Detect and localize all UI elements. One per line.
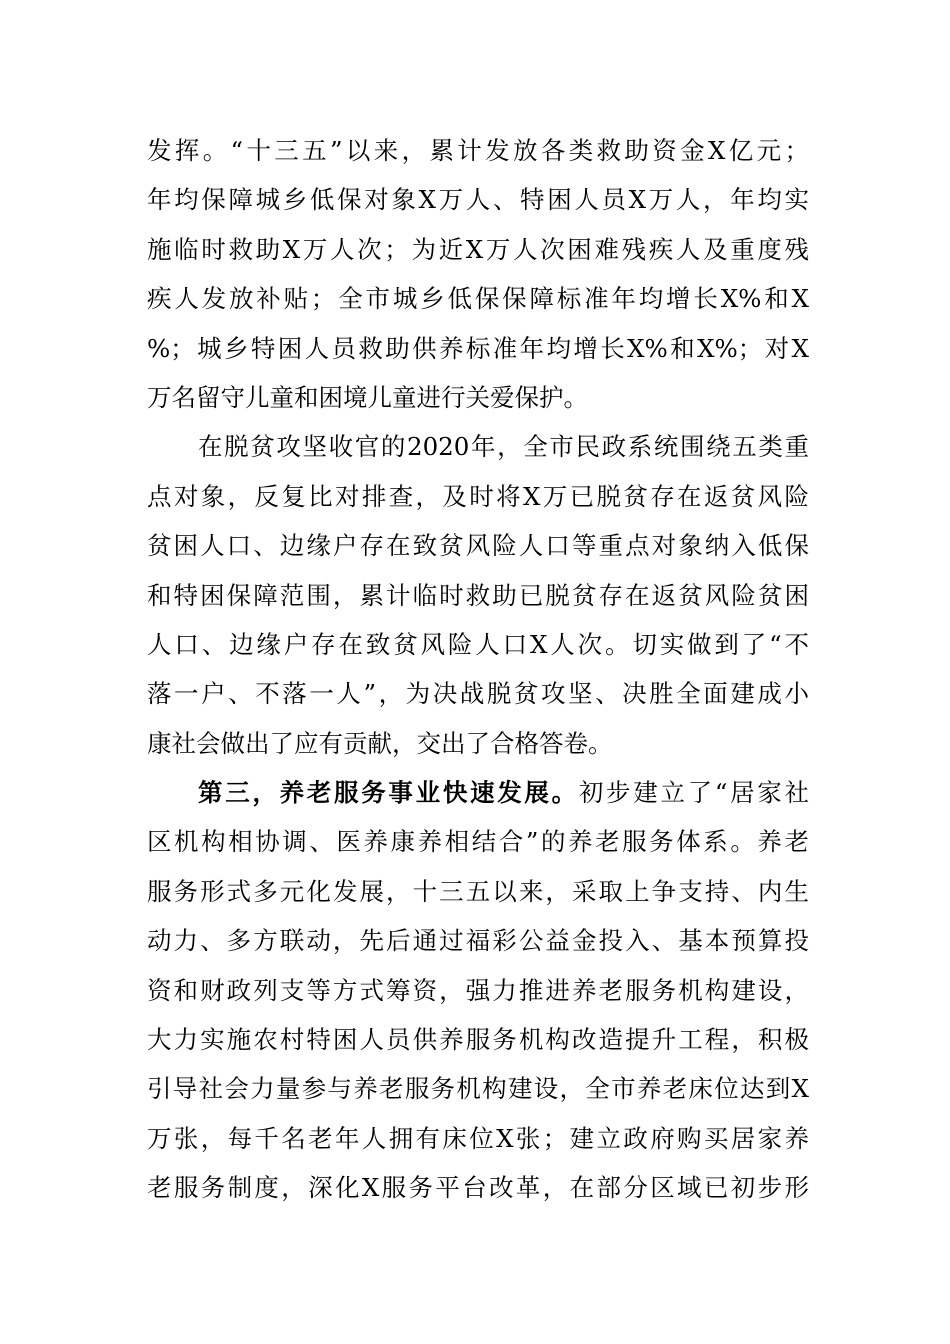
heading-line-text: 初步建立了“居家社	[578, 778, 809, 808]
text-line: 万张，每千名老年人拥有床位X张；建立政府购买居家养	[147, 1123, 809, 1153]
text-line: 服务形式多元化发展，十三五以来，采取上争支持、内生	[147, 876, 809, 906]
text-line: 年均保障城乡低保对象X万人、特困人员X万人，年均实	[147, 185, 809, 215]
text-line: %；城乡特困人员救助供养标准年均增长X%和X%；对X	[147, 333, 809, 363]
paragraph-elderly-care	[147, 768, 809, 1213]
text-line	[147, 768, 809, 817]
text-line: 贫困人口、边缘户存在致贫风险人口等重点对象纳入低保	[147, 531, 809, 561]
text-line: 大力实施农村特困人员供养服务机构改造提升工程，积极	[147, 1025, 809, 1055]
text-line: 和特困保障范围，累计临时救助已脱贫存在返贫风险贫困	[147, 580, 809, 610]
text-line: 人口、边缘户存在致贫风险人口X人次。切实做到了“不	[147, 629, 809, 659]
text-line: 发挥。“十三五”以来，累计发放各类救助资金X亿元；	[147, 136, 809, 165]
text-line: 疾人发放补贴；全市城乡低保保障标准年均增长X%和X	[147, 284, 809, 314]
text-line: 点对象，反复比对排查，及时将X万已脱贫存在返贫风险	[147, 481, 809, 511]
text-line: 引导社会力量参与养老服务机构建设，全市养老床位达到X	[147, 1074, 809, 1104]
paragraph-social-assistance	[147, 126, 809, 422]
text-line: 落一户、不落一人”，为决战脱贫攻坚、决胜全面建成小	[147, 679, 809, 709]
text-line: 区机构相协调、医养康养相结合”的养老服务体系。养老	[147, 827, 809, 857]
text-line: 资和财政列支等方式筹资，强力推进养老服务机构建设，	[147, 975, 809, 1005]
section-heading: 第三，养老服务事业快速发展。	[198, 778, 579, 808]
document-body	[147, 126, 809, 1213]
text-line: 老服务制度，深化X服务平台改革，在部分区域已初步形	[147, 1173, 809, 1203]
text-line: 在脱贫攻坚收官的2020年，全市民政系统围绕五类重	[198, 432, 809, 462]
text-line: 施临时救助X万人次；为近X万人次困难残疾人及重度残	[147, 234, 809, 264]
text-line: 万名留守儿童和困境儿童进行关爱保护。	[147, 382, 588, 412]
text-line: 康社会做出了应有贡献，交出了合格答卷。	[147, 728, 613, 758]
text-line: 动力、多方联动，先后通过福彩公益金投入、基本预算投	[147, 926, 809, 956]
paragraph-poverty-alleviation	[147, 422, 809, 768]
